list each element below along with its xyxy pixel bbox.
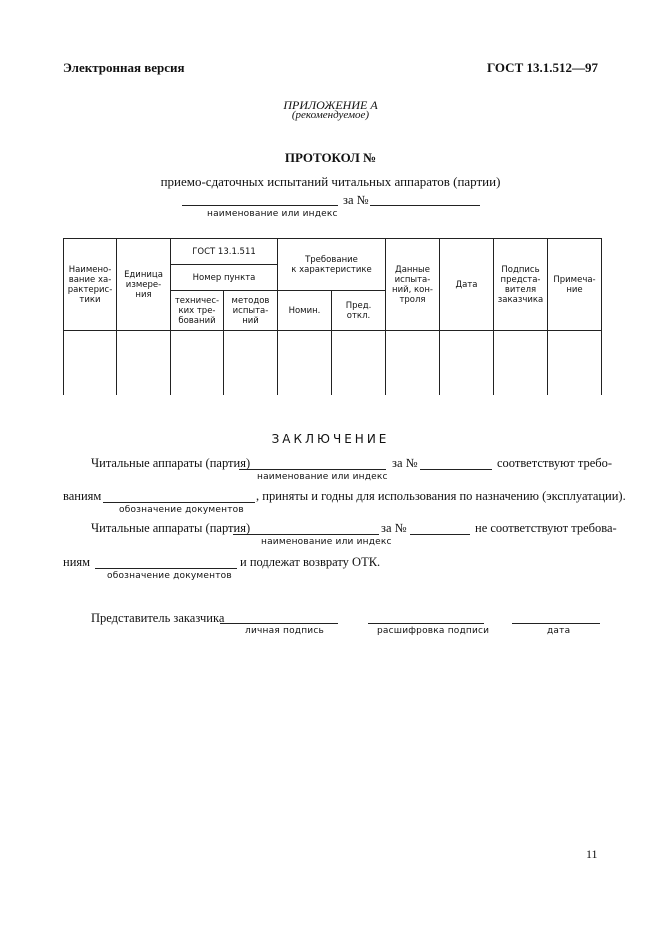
conclusion-p3-name-line bbox=[233, 534, 379, 535]
page-number: 11 bbox=[586, 847, 598, 861]
representative-label: Представитель заказчика bbox=[91, 611, 225, 625]
col-header-requirement: Требование к характеристике bbox=[278, 239, 386, 291]
conclusion-p1-number-line bbox=[420, 469, 492, 470]
protocol-subtitle: приемо-сдаточных испытаний читальных аппаратов (партии) bbox=[160, 174, 501, 189]
conclusion-p4-doc-line bbox=[95, 568, 237, 569]
col-header-unit: Единица измере- ния bbox=[117, 239, 171, 331]
header-right: ГОСТ 13.1.512—97 bbox=[486, 60, 598, 75]
conclusion-p3-start: Читальные аппараты (партия) bbox=[91, 521, 251, 535]
col-header-item-no: Номер пункта bbox=[171, 265, 278, 291]
date-caption: дата bbox=[547, 626, 571, 636]
conclusion-p1-caption: наименование или индекс bbox=[257, 472, 388, 482]
conclusion-p4-end: и подлежат возврату ОТК. bbox=[240, 555, 381, 569]
conclusion-p2-start: ваниям bbox=[63, 489, 102, 503]
conclusion-p2-caption: обозначение документов bbox=[119, 505, 244, 515]
col-header-limit-dev: Пред. откл. bbox=[332, 291, 386, 331]
conclusion-p3-za: за № bbox=[381, 521, 407, 535]
protocol-title: ПРОТОКОЛ № bbox=[284, 150, 377, 165]
appendix-title: ПРИЛОЖЕНИЕ А bbox=[283, 98, 378, 112]
conclusion-title: ЗАКЛЮЧЕНИЕ bbox=[271, 432, 390, 446]
protocol-table bbox=[63, 238, 602, 395]
col-header-test-methods: методов испыта- ний bbox=[224, 291, 278, 331]
signature-decode-line bbox=[368, 623, 484, 624]
col-header-signature: Подпись предста- вителя заказчика bbox=[494, 239, 548, 331]
conclusion-p4-caption: обозначение документов bbox=[107, 571, 232, 581]
conclusion-p1-start: Читальные аппараты (партия) bbox=[91, 456, 251, 470]
conclusion-p4-start: ниям bbox=[63, 555, 91, 569]
col-header-name: Наимено- вание ха- рактерис- тики bbox=[64, 239, 117, 331]
protocol-za-no: за № bbox=[343, 193, 369, 207]
conclusion-p1-name-line bbox=[239, 469, 386, 470]
signature-line bbox=[220, 623, 338, 624]
col-header-gost: ГОСТ 13.1.511 bbox=[171, 239, 278, 265]
conclusion-p3-number-line bbox=[410, 534, 470, 535]
header-left: Электронная версия bbox=[63, 60, 185, 75]
col-header-note: Примеча- ние bbox=[548, 239, 602, 331]
col-header-tech-req: техничес- ких тре- бований bbox=[171, 291, 224, 331]
conclusion-p3-end: не соответствуют требова- bbox=[475, 521, 617, 535]
signature-caption: личная подпись bbox=[245, 626, 324, 636]
conclusion-p1-end: соответствуют требо- bbox=[497, 456, 613, 470]
conclusion-p1-za: за № bbox=[392, 456, 418, 470]
date-line bbox=[512, 623, 600, 624]
col-header-nominal: Номин. bbox=[278, 291, 332, 331]
table-row bbox=[64, 331, 602, 396]
appendix-subtitle: (рекомендуемое) bbox=[291, 109, 370, 121]
col-header-date: Дата bbox=[440, 239, 494, 331]
conclusion-p2-end: , приняты и годны для использования по назначению (эксплуатации). bbox=[256, 489, 626, 503]
protocol-name-caption: наименование или индекс bbox=[207, 209, 338, 219]
signature-decode-caption: расшифровка подписи bbox=[377, 626, 490, 636]
protocol-number-line bbox=[370, 205, 480, 206]
col-header-control-data: Данные испыта- ний, кон- троля bbox=[386, 239, 440, 331]
conclusion-p3-caption: наименование или индекс bbox=[261, 537, 392, 547]
conclusion-p2-doc-line bbox=[103, 502, 255, 503]
protocol-name-line bbox=[182, 205, 338, 206]
